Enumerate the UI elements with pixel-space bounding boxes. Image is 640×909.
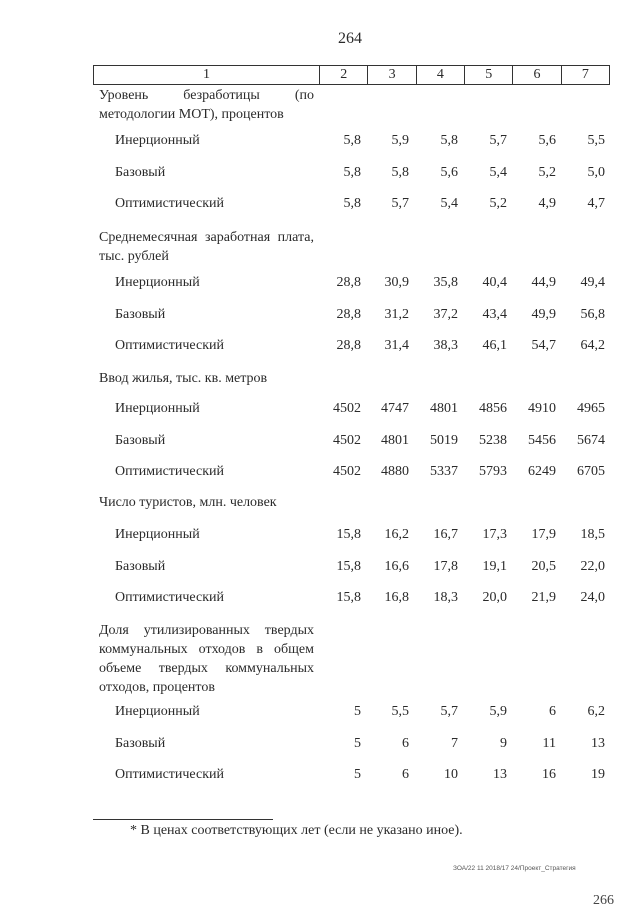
value-cell: 5,2 bbox=[538, 165, 556, 180]
value-cell: 6,2 bbox=[587, 704, 605, 719]
value-cell: 19,1 bbox=[482, 559, 507, 574]
value-cell: 4880 bbox=[381, 464, 409, 479]
value-cell: 17,8 bbox=[433, 559, 458, 574]
value-cell: 6 bbox=[549, 704, 556, 719]
value-cell: 44,9 bbox=[531, 275, 556, 290]
header-cell: 6 bbox=[512, 66, 560, 84]
corner-page-number: 266 bbox=[593, 893, 614, 908]
header-cell: 1 bbox=[203, 67, 211, 82]
value-cell: 16 bbox=[542, 767, 556, 782]
value-cell: 5,8 bbox=[391, 165, 409, 180]
value-cell: 13 bbox=[493, 767, 507, 782]
value-cell: 4,7 bbox=[587, 196, 605, 211]
value-cell: 43,4 bbox=[482, 307, 507, 322]
value-cell: 5,5 bbox=[587, 133, 605, 148]
value-cell: 5456 bbox=[528, 433, 556, 448]
value-cell: 5,7 bbox=[440, 704, 458, 719]
scenario-label: Базовый bbox=[115, 433, 166, 448]
value-cell: 5,9 bbox=[489, 704, 507, 719]
value-cell: 20,5 bbox=[531, 559, 556, 574]
value-cell: 15,8 bbox=[336, 527, 361, 542]
value-cell: 5,8 bbox=[343, 133, 361, 148]
value-cell: 4,9 bbox=[538, 196, 556, 211]
table-header bbox=[93, 65, 610, 85]
scenario-label: Базовый bbox=[115, 736, 166, 751]
value-cell: 5 bbox=[354, 767, 361, 782]
value-cell: 38,3 bbox=[433, 338, 458, 353]
value-cell: 16,6 bbox=[384, 559, 409, 574]
value-cell: 5,5 bbox=[391, 704, 409, 719]
value-cell: 5,7 bbox=[489, 133, 507, 148]
value-cell: 5238 bbox=[479, 433, 507, 448]
value-cell: 6249 bbox=[528, 464, 556, 479]
page-number: 264 bbox=[338, 30, 362, 47]
group-title: Среднемесячная заработная плата, тыс. рублей bbox=[99, 230, 314, 264]
value-cell: 4502 bbox=[333, 433, 361, 448]
value-cell: 5674 bbox=[577, 433, 605, 448]
value-cell: 18,3 bbox=[433, 590, 458, 605]
scenario-label: Базовый bbox=[115, 165, 166, 180]
value-cell: 17,3 bbox=[482, 527, 507, 542]
footnote: * В ценах соответствующих лет (если не указано иное). bbox=[130, 823, 463, 838]
value-cell: 49,9 bbox=[531, 307, 556, 322]
header-cell: 5 bbox=[464, 66, 512, 84]
value-cell: 16,8 bbox=[384, 590, 409, 605]
header-cell: 4 bbox=[416, 66, 464, 84]
value-cell: 5,8 bbox=[440, 133, 458, 148]
value-cell: 9 bbox=[500, 736, 507, 751]
value-cell: 4856 bbox=[479, 401, 507, 416]
value-cell: 6705 bbox=[577, 464, 605, 479]
value-cell: 64,2 bbox=[580, 338, 605, 353]
value-cell: 30,9 bbox=[384, 275, 409, 290]
scenario-label: Оптимистический bbox=[115, 196, 224, 211]
value-cell: 54,7 bbox=[531, 338, 556, 353]
value-cell: 16,2 bbox=[384, 527, 409, 542]
value-cell: 21,9 bbox=[531, 590, 556, 605]
header-cell: 2 bbox=[319, 66, 367, 84]
value-cell: 18,5 bbox=[580, 527, 605, 542]
value-cell: 20,0 bbox=[482, 590, 507, 605]
header-cell: 3 bbox=[367, 66, 415, 84]
value-cell: 40,4 bbox=[482, 275, 507, 290]
group-title: Число туристов, млн. человек bbox=[99, 495, 277, 510]
value-cell: 4747 bbox=[381, 401, 409, 416]
value-cell: 22,0 bbox=[580, 559, 605, 574]
footnote-divider bbox=[93, 819, 273, 820]
value-cell: 5,4 bbox=[440, 196, 458, 211]
value-cell: 5337 bbox=[430, 464, 458, 479]
value-cell: 4910 bbox=[528, 401, 556, 416]
value-cell: 5,2 bbox=[489, 196, 507, 211]
value-cell: 5,6 bbox=[538, 133, 556, 148]
value-cell: 10 bbox=[444, 767, 458, 782]
value-cell: 4801 bbox=[430, 401, 458, 416]
group-title: Уровень безработицы (по методологии МОТ), процентов bbox=[99, 88, 314, 122]
value-cell: 56,8 bbox=[580, 307, 605, 322]
value-cell: 5019 bbox=[430, 433, 458, 448]
header-cell: 7 bbox=[561, 66, 609, 84]
scenario-label: Инерционный bbox=[115, 704, 200, 719]
scenario-label: Инерционный bbox=[115, 401, 200, 416]
value-cell: 37,2 bbox=[433, 307, 458, 322]
value-cell: 4502 bbox=[333, 464, 361, 479]
value-cell: 5,9 bbox=[391, 133, 409, 148]
value-cell: 5,6 bbox=[440, 165, 458, 180]
value-cell: 31,2 bbox=[384, 307, 409, 322]
value-cell: 17,9 bbox=[531, 527, 556, 542]
scenario-label: Инерционный bbox=[115, 275, 200, 290]
value-cell: 5,0 bbox=[587, 165, 605, 180]
scenario-label: Инерционный bbox=[115, 527, 200, 542]
value-cell: 6 bbox=[402, 767, 409, 782]
value-cell: 5 bbox=[354, 736, 361, 751]
value-cell: 5,7 bbox=[391, 196, 409, 211]
scenario-label: Базовый bbox=[115, 307, 166, 322]
value-cell: 15,8 bbox=[336, 590, 361, 605]
value-cell: 13 bbox=[591, 736, 605, 751]
value-cell: 28,8 bbox=[336, 338, 361, 353]
group-title: Доля утилизированных твердых коммунальных отходов в общем объеме твердых коммунальных отходов, процентов bbox=[99, 623, 314, 695]
scenario-label: Оптимистический bbox=[115, 338, 224, 353]
scenario-label: Оптимистический bbox=[115, 767, 224, 782]
value-cell: 4801 bbox=[381, 433, 409, 448]
value-cell: 15,8 bbox=[336, 559, 361, 574]
value-cell: 5,8 bbox=[343, 196, 361, 211]
value-cell: 6 bbox=[402, 736, 409, 751]
value-cell: 7 bbox=[451, 736, 458, 751]
value-cell: 19 bbox=[591, 767, 605, 782]
value-cell: 46,1 bbox=[482, 338, 507, 353]
value-cell: 24,0 bbox=[580, 590, 605, 605]
value-cell: 49,4 bbox=[580, 275, 605, 290]
value-cell: 5793 bbox=[479, 464, 507, 479]
scenario-label: Оптимистический bbox=[115, 590, 224, 605]
value-cell: 28,8 bbox=[336, 307, 361, 322]
value-cell: 4502 bbox=[333, 401, 361, 416]
value-cell: 5,8 bbox=[343, 165, 361, 180]
value-cell: 5,4 bbox=[489, 165, 507, 180]
value-cell: 4965 bbox=[577, 401, 605, 416]
scenario-label: Оптимистический bbox=[115, 464, 224, 479]
value-cell: 11 bbox=[542, 736, 556, 751]
value-cell: 16,7 bbox=[433, 527, 458, 542]
value-cell: 35,8 bbox=[433, 275, 458, 290]
scenario-label: Базовый bbox=[115, 559, 166, 574]
group-title: Ввод жилья, тыс. кв. метров bbox=[99, 371, 268, 386]
value-cell: 31,4 bbox=[384, 338, 409, 353]
document-stamp: ЗОА/22 11 2018/17 24/Проект_Стратегия bbox=[453, 865, 576, 872]
value-cell: 28,8 bbox=[336, 275, 361, 290]
value-cell: 5 bbox=[354, 704, 361, 719]
scenario-label: Инерционный bbox=[115, 133, 200, 148]
